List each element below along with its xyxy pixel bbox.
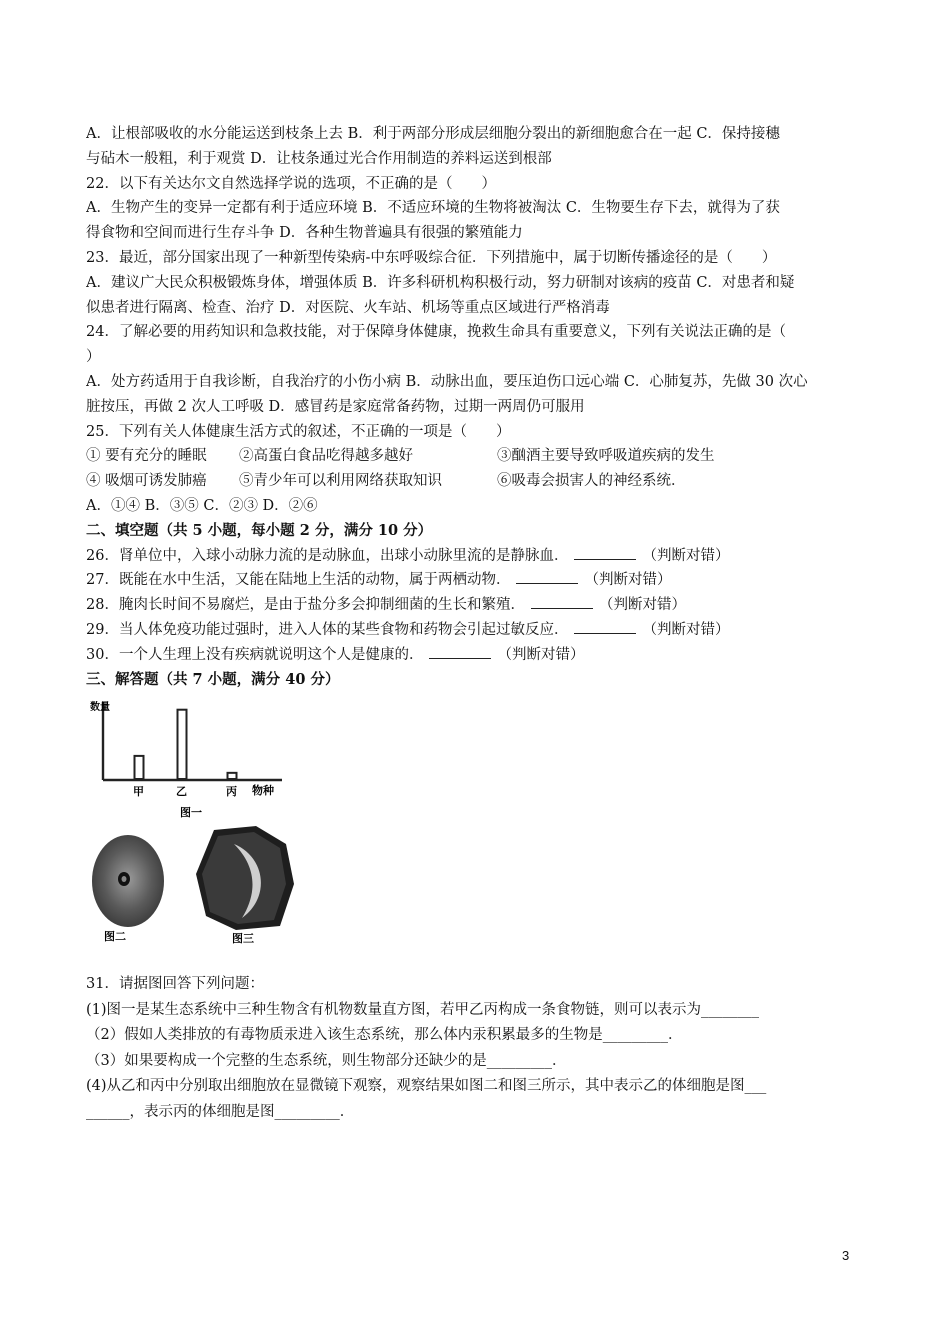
page-number: 3 xyxy=(842,1248,850,1263)
bar-group xyxy=(133,710,237,798)
answer-blank[interactable] xyxy=(516,569,578,584)
document-body xyxy=(86,122,871,692)
tf-hint: （判断对错） xyxy=(598,597,686,614)
q23-option-line: A．建议广大民众积极锻炼身体，增强体质 B．许多科研机构积极行动，努力研制对该病的疫苗 C．对患者和疑 xyxy=(86,274,795,291)
q23-stem: 23．最近，部分国家出现了一种新型传染病-中东呼吸综合征．下列措施中，属于切断传播途径的是（ ） xyxy=(86,249,777,266)
q25-stem: 25．下列有关人体健康生活方式的叙述，不正确的一项是（ ） xyxy=(86,423,511,440)
tf-text: 30．一个人生理上没有疾病就说明这个人是健康的． xyxy=(86,646,424,663)
fig3-cytoplasm xyxy=(202,832,286,924)
tf-hint: （判断对错） xyxy=(642,621,730,638)
tf-text: 29．当人体免疫功能过强时，进入人体的某些食物和药物会引起过敏反应． xyxy=(86,621,569,638)
bar-1 xyxy=(178,710,187,779)
q25-item: ③酗酒主要导致呼吸道疾病的发生 xyxy=(497,448,715,465)
tf-hint: （判断对错） xyxy=(497,646,585,663)
fig2-caption: 图二 xyxy=(104,930,126,943)
answer-blank[interactable] xyxy=(531,594,593,609)
q23-option-line: 似患者进行隔离、检查、治疗 D．对医院、火车站、机场等重点区域进行严格消毒 xyxy=(86,299,610,316)
bar-chart-figure xyxy=(86,698,286,823)
tf-text: 27．既能在水中生活，又能在陆地上生活的动物，属于两栖动物． xyxy=(86,572,511,589)
tf-question xyxy=(86,643,871,668)
fig3-caption: 图三 xyxy=(232,932,254,944)
fig2-nucleolus xyxy=(122,876,127,882)
q22-stem: 22．以下有关达尔文自然选择学说的选项，不正确的是（ ） xyxy=(86,175,496,192)
tf-question xyxy=(86,593,871,618)
q24-option-line: 脏按压，再做 2 次人工呼吸 D．感冒药是家庭常备药物，过期一两周仍可服用 xyxy=(86,398,585,415)
q25-options: A．①④ B．③⑤ C．②③ D．②⑥ xyxy=(86,497,318,514)
x-tick-label: 丙 xyxy=(226,785,237,798)
q24-stem-cont: ） xyxy=(86,349,101,366)
q31-part3: （3）如果要构成一个完整的生态系统，则生物部分还缺少的是_________． xyxy=(86,1052,567,1069)
q21-option-line: A．让根部吸收的水分能运送到枝条上去 B．利于两部分形成层细胞分裂出的新细胞愈合在一起 C．保持接穗 xyxy=(86,126,780,142)
tf-question xyxy=(86,568,871,593)
q22-option-line: 得食物和空间而进行生存斗争 D．各种生物普遍具有很强的繁殖能力 xyxy=(86,225,523,242)
tf-text: 26．肾单位中，入球小动脉力流的是动脉血，出球小动脉里流的是静脉血． xyxy=(86,547,569,564)
section3-heading: 三、解答题（共 7 小题，满分 40 分） xyxy=(86,670,340,688)
tf-hint: （判断对错） xyxy=(584,572,672,589)
x-tick-label: 甲 xyxy=(133,785,144,798)
tf-question xyxy=(86,544,871,569)
figure-block xyxy=(86,698,326,956)
q21-option-line: 与砧木一般粗，利于观赏 D．让枝条通过光合作用制造的养料运送到根部 xyxy=(86,150,552,167)
bar-0 xyxy=(135,756,144,779)
tf-text: 28．腌肉长时间不易腐烂，是由于盐分多会抑制细菌的生长和繁殖． xyxy=(86,597,525,614)
answer-blank[interactable] xyxy=(429,644,491,659)
fig2-cell-image xyxy=(86,833,176,943)
q31-stem: 31．请据图回答下列问题： xyxy=(86,976,264,992)
q31-part1: (1)图一是某生态系统中三种生物含有机物数量直方图，若甲乙丙构成一条食物链，则可以表示为________ xyxy=(86,1001,760,1018)
q24-option-line: A．处方药适用于自我诊断，自我治疗的小伤小病 B．动脉出血，要压迫伤口远心端 C．心肺复苏，先做 30 次心 xyxy=(86,373,808,390)
bar-2 xyxy=(228,773,237,779)
y-axis-label: 数量 xyxy=(90,702,110,713)
tf-question xyxy=(86,618,871,643)
fig1-caption: 图一 xyxy=(180,806,202,819)
tf-hint: （判断对错） xyxy=(642,547,730,564)
q31-block xyxy=(86,972,871,1125)
q25-items-row xyxy=(86,469,871,494)
fig3-cell-image xyxy=(194,826,304,944)
answer-blank[interactable] xyxy=(574,619,636,634)
q31-part4: (4)从乙和丙中分别取出细胞放在显微镜下观察，观察结果如图二和图三所示，其中表示乙的体细胞是图___ xyxy=(86,1078,767,1094)
q24-stem: 24．了解必要的用药知识和急救技能，对于保障身体健康，挽救生命具有重要意义，下列有关说法正确的是（ xyxy=(86,324,786,341)
q22-option-line: A．生物产生的变异一定都有利于适应环境 B．不适应环境的生物将被淘汰 C．生物要生存下去，就得为了获 xyxy=(86,200,780,217)
x-tick-label: 乙 xyxy=(176,785,187,798)
q25-item: ④ 吸烟可诱发肺癌 xyxy=(86,473,207,490)
answer-blank[interactable] xyxy=(574,545,636,560)
q25-items-row xyxy=(86,444,871,469)
q25-item: ① 要有充分的睡眠 xyxy=(86,448,207,465)
q31-part2: （2）假如人类排放的有毒物质汞进入该生态系统，那么体内汞积累最多的生物是_________． xyxy=(86,1027,683,1043)
q25-item: ⑤青少年可以利用网络获取知识 xyxy=(239,473,442,490)
x-axis-label: 物种 xyxy=(252,784,274,797)
q25-item: ⑥吸毒会损害人的神经系统． xyxy=(497,473,686,490)
q31-part4-cont: ______，表示丙的体细胞是图_________． xyxy=(86,1103,355,1120)
section2-heading: 二、填空题（共 5 小题，每小题 2 分，满分 10 分） xyxy=(86,521,433,539)
q25-item: ②高蛋白食品吃得越多越好 xyxy=(239,448,413,465)
